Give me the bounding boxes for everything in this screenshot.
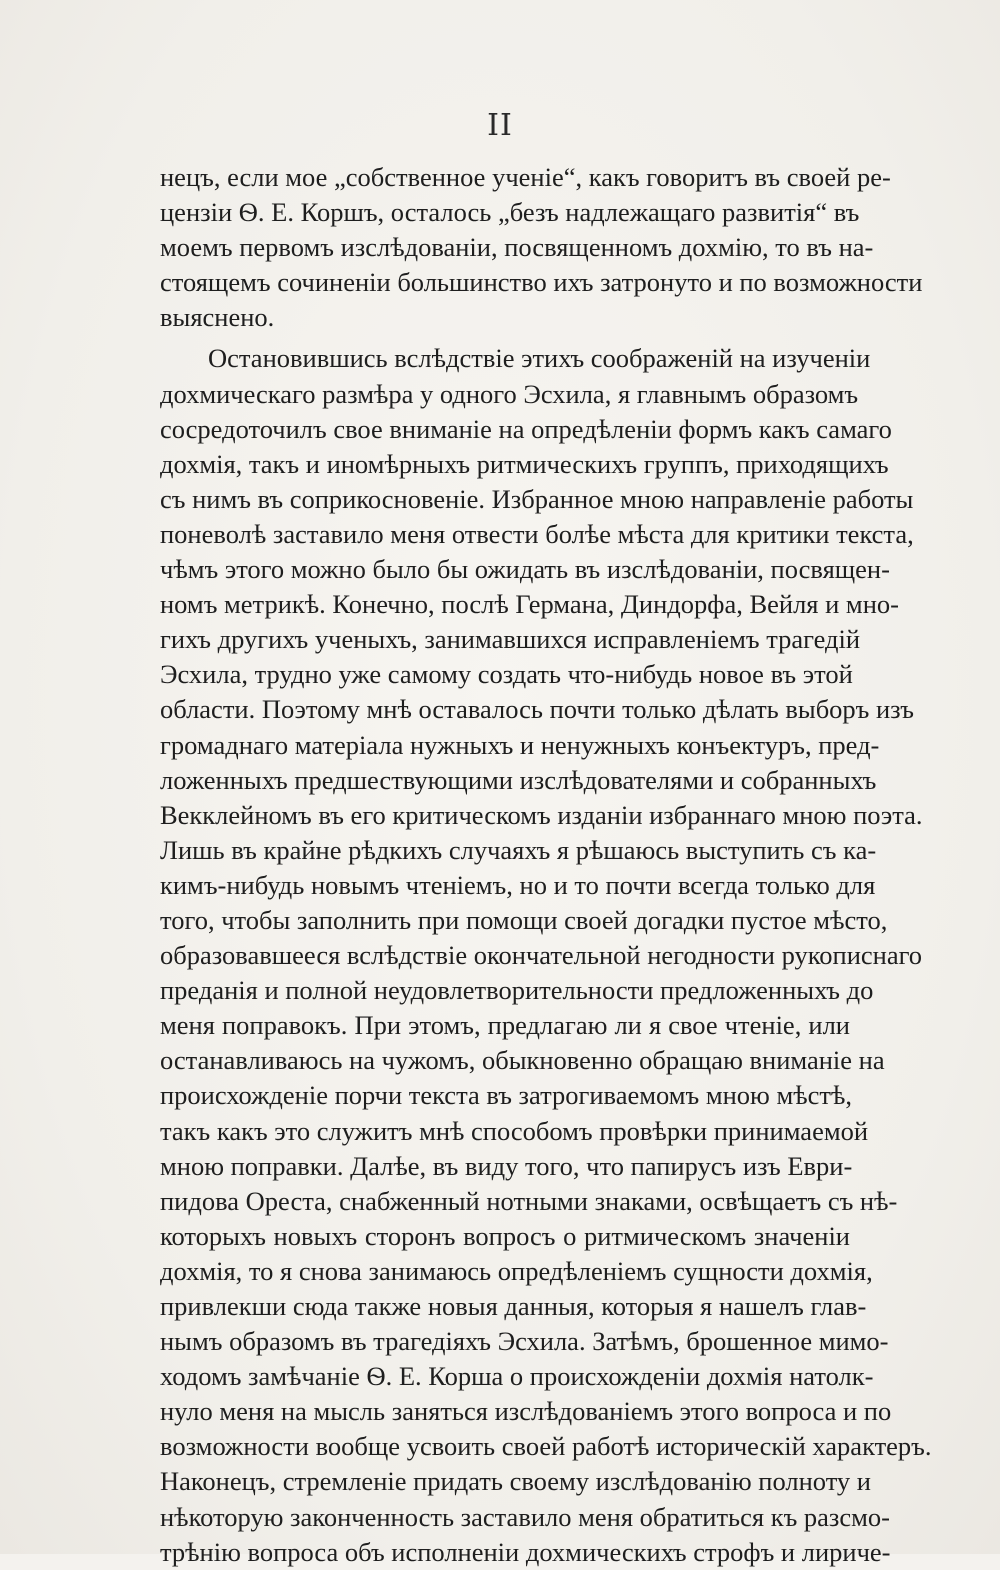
text-line: чѣмъ этого можно было бы ожидать въ изслѣдованіи, посвящен-: [160, 554, 890, 585]
text-line: меня поправокъ. При этомъ, предлагаю ли я свое чтеніе, или: [160, 1010, 850, 1041]
text-line: кимъ-нибудь новымъ чтеніемъ, но и то почти всегда только для: [160, 869, 876, 900]
text-line: ходомъ замѣчаніе Ѳ. Е. Корша о происхожденіи дохмія натолк-: [160, 1361, 874, 1392]
text-line: области. Поэтому мнѣ оставалось почти только дѣлать выборъ изъ: [160, 694, 914, 725]
text-line: возможности вообще усвоить своей работѣ историческій характеръ.: [160, 1431, 932, 1462]
text-line: нецъ, если мое „собственное ученіе“, какъ говоритъ въ своей ре-: [160, 162, 891, 192]
paragraph: [160, 341, 932, 1569]
text-line: Эсхила, трудно уже самому создать что-нибудь новое въ этой: [160, 659, 853, 690]
paragraph: [160, 160, 923, 335]
text-line: трѣнію вопроса объ исполненіи дохмическихъ строфъ и лириче-: [160, 1536, 891, 1567]
text-line: Лишь въ крайне рѣдкихъ случаяхъ я рѣшаюсь выступить съ ка-: [160, 834, 877, 865]
text-line: моемъ первомъ изслѣдованіи, посвященномъ дохмію, то въ на-: [160, 232, 874, 263]
text-line: ложенныхъ предшествующими изслѣдователями и собранныхъ: [160, 764, 877, 795]
text-line: дохмическаго размѣра у одного Эсхила, я главнымъ образомъ: [160, 378, 859, 409]
text-line: такъ какъ это служитъ мнѣ способомъ провѣрки принимаемой: [160, 1115, 869, 1146]
text-line: нуло меня на мысль заняться изслѣдованіемъ этого вопроса и по: [160, 1396, 892, 1427]
text-line: выяснено.: [160, 302, 275, 333]
text-line: стоящемъ сочиненіи большинство ихъ затронуто и по возможности: [160, 267, 923, 298]
text-line: съ нимъ въ соприкосновеніе. Избранное мною направленіе работы: [160, 483, 914, 514]
text-line: Наконецъ, стремленіе придать своему изслѣдованію полноту и: [160, 1466, 871, 1497]
text-line: преданія и полной неудовлетворительности предложенныхъ до: [160, 975, 874, 1006]
text-line: дохмія, такъ и иномѣрныхъ ритмическихъ группъ, приходящихъ: [160, 448, 889, 479]
text-line: нымъ образомъ въ трагедіяхъ Эсхила. Затѣмъ, брошенное мимо-: [160, 1326, 889, 1357]
text-line: поневолѣ заставило меня отвести болѣе мѣста для критики текста,: [160, 518, 914, 549]
text-line: Векклейномъ въ его критическомъ изданіи избраннаго мною поэта.: [160, 799, 923, 830]
text-line: происхожденіе порчи текста въ затрогиваемомъ мною мѣстѣ,: [160, 1080, 852, 1111]
text-line: номъ метрикѣ. Конечно, послѣ Германа, Диндорфа, Вейля и мно-: [160, 589, 899, 620]
text-line: громаднаго матеріала нужныхъ и ненужныхъ конъектуръ, пред-: [160, 729, 880, 760]
text-line: останавливаюсь на чужомъ, обыкновенно обращаю вниманіе на: [160, 1045, 885, 1076]
text-line: мною поправки. Далѣе, въ виду того, что папирусъ изъ Еври-: [160, 1150, 853, 1181]
text-line: сосредоточилъ свое вниманіе на опредѣленіи формъ какъ самаго: [160, 413, 892, 444]
text-line: Остановившись вслѣдствіе этихъ соображеній на изученіи: [208, 343, 871, 374]
page-number: II: [487, 108, 513, 143]
text-line: пидова Ореста, снабженный нотными знаками, освѣщаетъ съ нѣ-: [160, 1185, 898, 1216]
text-line: того, чтобы заполнить при помощи своей догадки пустое мѣсто,: [160, 904, 888, 935]
text-line: дохмія, то я снова занимаюсь опредѣленіемъ сущности дохмія,: [160, 1255, 873, 1286]
text-line: нѣкоторую законченность заставило меня обратиться къ разсмо-: [160, 1501, 890, 1532]
text-line: привлекши сюда также новыя данныя, которыя я нашелъ глав-: [160, 1291, 867, 1321]
text-line: которыхъ новыхъ сторонъ вопросъ о ритмическомъ значеніи: [160, 1220, 850, 1251]
text-line: цензіи Ѳ. Е. Коршъ, осталось „безъ надлежащаго развитія“ въ: [160, 197, 860, 228]
text-line: образовавшееся вслѣдствіе окончательной негодности рукописнаго: [160, 940, 923, 971]
text-line: гихъ другихъ ученыхъ, занимавшихся исправленіемъ трагедій: [160, 624, 861, 655]
body-text: [160, 160, 932, 1570]
